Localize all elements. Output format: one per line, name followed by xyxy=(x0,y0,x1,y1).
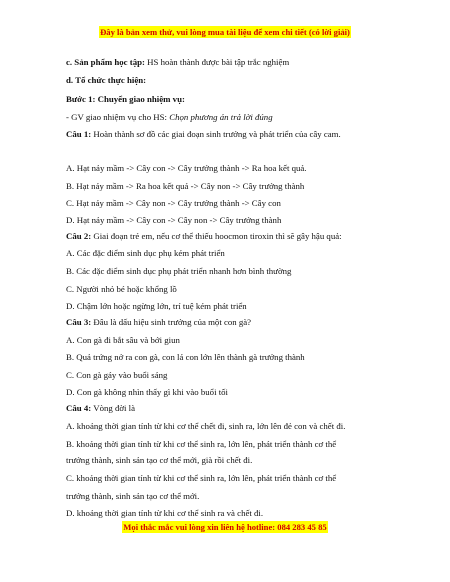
question-text: Hoàn thành sơ đồ các giai đoạn sinh trưởng và phát triển của cây cam. xyxy=(91,129,341,139)
task-line xyxy=(66,112,273,122)
preview-notice-text: Đây là bản xem thử, vui lòng mua tài liệu để xem chi tiết (có lời giải) xyxy=(100,27,350,37)
question-label: Câu 1: xyxy=(66,129,92,139)
option-1d: D. Hạt nảy mầm -> Cây con -> Cây non -> Cây trưởng thành xyxy=(66,215,282,225)
organization-heading: d. Tổ chức thực hiện: xyxy=(66,75,147,85)
option-4c-cont: trưởng thành, sinh sản tạo cơ thể mới. xyxy=(66,491,200,501)
option-2d: D. Chậm lớn hoặc ngừng lớn, trí tuệ kém phát triển xyxy=(66,301,247,311)
option-4b: B. khoảng thời gian tính từ khi cơ thể sinh ra, lớn lên, phát triển thành cơ thể xyxy=(66,439,337,449)
question-text: Đâu là dấu hiệu sinh trưởng của một con gà? xyxy=(91,317,252,327)
option-3a: A. Con gà đi bắt sâu và bới giun xyxy=(66,335,180,345)
task-instruction: Chọn phương án trả lời đúng xyxy=(169,112,273,122)
preview-notice-banner xyxy=(0,27,450,37)
question-text: Giai đoạn trẻ em, nếu cơ thể thiếu hoocmon tiroxin thì sẽ gây hậu quả: xyxy=(91,231,342,241)
option-3b: B. Quả trứng nở ra con gà, con lá con lớn lên thành gà trưởng thành xyxy=(66,352,305,362)
option-3c: C. Con gà gáy vào buổi sáng xyxy=(66,370,168,380)
option-2c: C. Người nhỏ bé hoặc khổng lồ xyxy=(66,284,177,294)
option-4a: A. khoảng thời gian tính từ khi cơ thể chết đi, sinh ra, lớn lên đẻ con và chết đi. xyxy=(66,421,346,431)
product-line xyxy=(66,57,289,67)
task-prefix: - GV giao nhiệm vụ cho HS: xyxy=(66,112,170,122)
option-1a: A. Hạt nảy mầm -> Cây con -> Cây trưởng thành -> Ra hoa kết quả. xyxy=(66,163,307,173)
option-2b: B. Các đặc điểm sinh dục phụ phát triển nhanh hơn bình thường xyxy=(66,266,292,276)
option-4c: C. khoảng thời gian tính từ khi cơ thể sinh ra, lớn lên, phát triển thành cơ thể xyxy=(66,473,337,483)
question-label: Câu 4: xyxy=(66,403,92,413)
product-label: c. Sản phẩm học tập: xyxy=(66,57,145,67)
product-text: HS hoàn thành được bài tập trắc nghiệm xyxy=(144,57,290,67)
option-3d: D. Con gà không nhìn thấy gì khi vào buổi tối xyxy=(66,387,228,397)
hotline-notice-banner xyxy=(0,522,450,532)
option-1c: C. Hạt nảy mầm -> Cây non -> Cây trưởng thành -> Cây con xyxy=(66,198,281,208)
question-label: Câu 3: xyxy=(66,317,92,327)
option-4b-cont: trưởng thành, sinh sản tạo cơ thể mới, già rồi chết đi. xyxy=(66,455,253,465)
step1-heading: Bước 1: Chuyển giao nhiệm vụ: xyxy=(66,94,185,104)
question-4 xyxy=(66,403,135,413)
question-2 xyxy=(66,231,342,241)
question-text: Vòng đời là xyxy=(91,403,136,413)
question-label: Câu 2: xyxy=(66,231,92,241)
option-1b: B. Hạt nảy mầm -> Ra hoa kết quả -> Cây non -> Cây trưởng thành xyxy=(66,181,305,191)
option-2a: A. Các đặc điểm sinh dục phụ kém phát triển xyxy=(66,248,225,258)
option-4d: D. khoảng thời gian tính từ khi cơ thể sinh ra và chết đi. xyxy=(66,508,264,518)
question-1 xyxy=(66,129,341,139)
hotline-notice-text: Mọi thắc mắc vui lòng xin liên hệ hotline: 084 283 45 85 xyxy=(123,522,327,532)
question-3 xyxy=(66,317,251,327)
